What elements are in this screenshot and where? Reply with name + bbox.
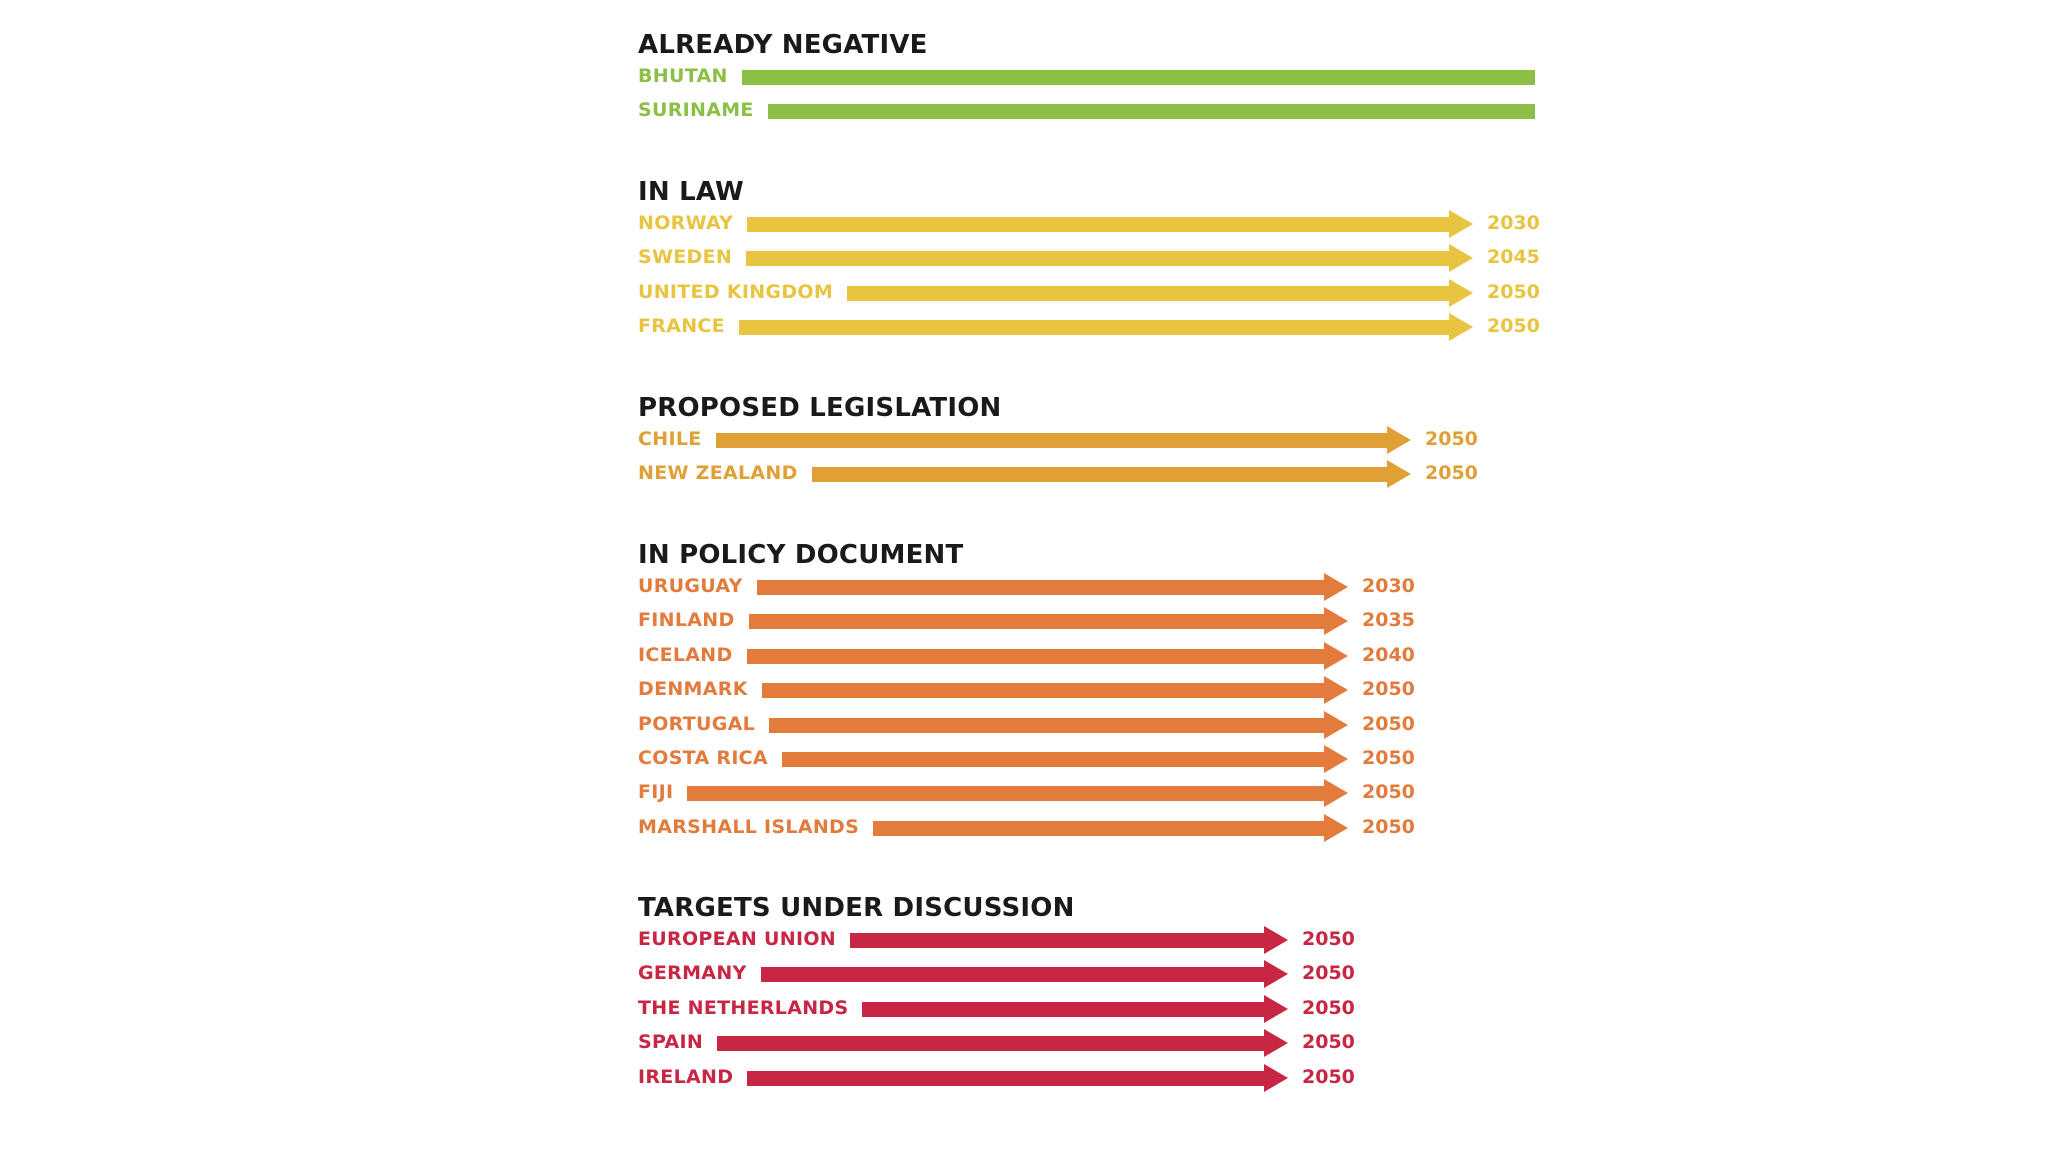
country-label: SPAIN	[638, 1031, 704, 1053]
country-label: UNITED KINGDOM	[638, 281, 834, 303]
group-title: TARGETS UNDER DISCUSSION	[638, 893, 1075, 923]
target-arrow-shaft	[749, 614, 1324, 629]
group-title: IN LAW	[638, 177, 744, 207]
target-year-label: 2030	[1487, 212, 1540, 234]
status-bar	[742, 70, 1535, 85]
group-title: IN POLICY DOCUMENT	[638, 540, 964, 570]
group-title: ALREADY NEGATIVE	[638, 30, 928, 60]
arrow-head-icon	[1449, 313, 1473, 341]
arrow-head-icon	[1324, 711, 1348, 739]
arrow-head-icon	[1264, 960, 1288, 988]
target-arrow-shaft	[746, 251, 1449, 266]
country-label: GERMANY	[638, 962, 747, 984]
target-year-label: 2050	[1362, 713, 1415, 735]
arrow-head-icon	[1449, 210, 1473, 238]
target-arrow-shaft	[757, 580, 1324, 595]
country-label: COSTA RICA	[638, 747, 768, 769]
country-label: FINLAND	[638, 609, 735, 631]
target-arrow-shaft	[850, 933, 1264, 948]
target-arrow-shaft	[747, 1071, 1264, 1086]
target-arrow-shaft	[782, 752, 1324, 767]
target-arrow-shaft	[716, 433, 1387, 448]
arrow-head-icon	[1324, 642, 1348, 670]
target-year-label: 2050	[1362, 678, 1415, 700]
target-arrow-shaft	[739, 320, 1449, 335]
country-label: CHILE	[638, 428, 702, 450]
target-arrow-shaft	[769, 718, 1324, 733]
target-year-label: 2050	[1302, 1066, 1355, 1088]
target-arrow-shaft	[847, 286, 1449, 301]
arrow-head-icon	[1449, 279, 1473, 307]
country-label: PORTUGAL	[638, 713, 756, 735]
target-arrow-shaft	[761, 967, 1264, 982]
arrow-head-icon	[1324, 607, 1348, 635]
country-label: BHUTAN	[638, 65, 728, 87]
country-label: EUROPEAN UNION	[638, 928, 836, 950]
country-label: NORWAY	[638, 212, 734, 234]
country-label: SURINAME	[638, 99, 754, 121]
country-label: SWEDEN	[638, 246, 733, 268]
target-arrow-shaft	[762, 683, 1324, 698]
country-label: IRELAND	[638, 1066, 734, 1088]
arrow-head-icon	[1324, 779, 1348, 807]
arrow-head-icon	[1264, 926, 1288, 954]
arrow-head-icon	[1449, 244, 1473, 272]
arrow-head-icon	[1324, 676, 1348, 704]
country-label: NEW ZEALAND	[638, 462, 798, 484]
country-label: FRANCE	[638, 315, 725, 337]
target-year-label: 2050	[1425, 428, 1478, 450]
arrow-head-icon	[1387, 460, 1411, 488]
target-year-label: 2050	[1425, 462, 1478, 484]
status-bar	[768, 104, 1535, 119]
target-arrow-shaft	[747, 217, 1449, 232]
target-year-label: 2050	[1302, 928, 1355, 950]
country-label: MARSHALL ISLANDS	[638, 816, 860, 838]
country-label: DENMARK	[638, 678, 748, 700]
country-label: FIJI	[638, 781, 674, 803]
target-year-label: 2050	[1362, 816, 1415, 838]
target-year-label: 2050	[1302, 997, 1355, 1019]
target-year-label: 2035	[1362, 609, 1415, 631]
target-year-label: 2050	[1487, 315, 1540, 337]
arrow-head-icon	[1264, 995, 1288, 1023]
target-arrow-shaft	[747, 649, 1324, 664]
arrow-head-icon	[1324, 745, 1348, 773]
target-year-label: 2040	[1362, 644, 1415, 666]
arrow-head-icon	[1324, 814, 1348, 842]
target-year-label: 2050	[1302, 1031, 1355, 1053]
target-year-label: 2050	[1362, 747, 1415, 769]
target-arrow-shaft	[687, 786, 1324, 801]
target-year-label: 2050	[1302, 962, 1355, 984]
arrow-head-icon	[1264, 1029, 1288, 1057]
target-arrow-shaft	[717, 1036, 1264, 1051]
target-year-label: 2050	[1362, 781, 1415, 803]
group-title: PROPOSED LEGISLATION	[638, 393, 1002, 423]
arrow-head-icon	[1387, 426, 1411, 454]
arrow-head-icon	[1264, 1064, 1288, 1092]
target-year-label: 2050	[1487, 281, 1540, 303]
target-year-label: 2030	[1362, 575, 1415, 597]
arrow-head-icon	[1324, 573, 1348, 601]
target-arrow-shaft	[862, 1002, 1264, 1017]
country-label: THE NETHERLANDS	[638, 997, 849, 1019]
target-year-label: 2045	[1487, 246, 1540, 268]
country-label: URUGUAY	[638, 575, 743, 597]
country-label: ICELAND	[638, 644, 733, 666]
target-arrow-shaft	[873, 821, 1324, 836]
target-arrow-shaft	[812, 467, 1387, 482]
